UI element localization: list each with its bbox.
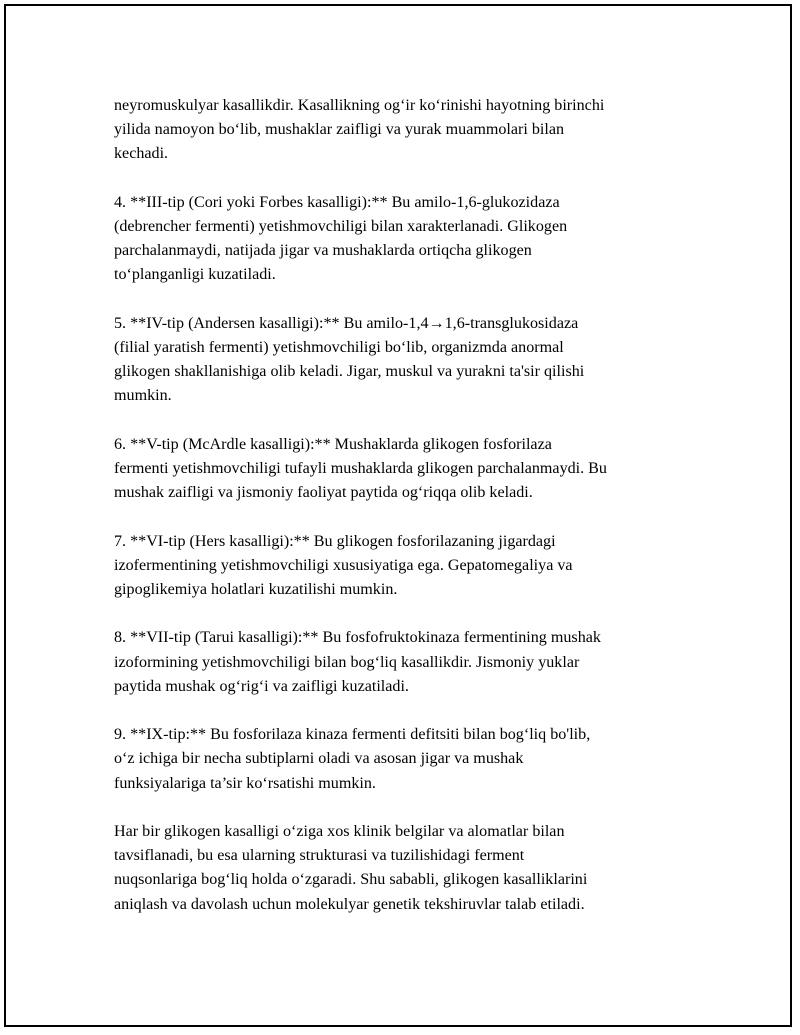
- text-line: 7. **VI-tip (Hers kasalligi):** Bu glikogen fosforilazaning jigardagi: [114, 532, 556, 550]
- text-line: 4. **III-tip (Cori yoki Forbes kasalligi):** Bu amilo-1,6-glukozidaza: [114, 193, 560, 211]
- paragraph-conclusion: [114, 820, 714, 917]
- text-line: o‘z ichiga bir necha subtiplarni oladi va asosan jigar va mushak: [114, 750, 524, 768]
- text-line: parchalanmaydi, natijada jigar va mushaklarda ortiqcha glikogen: [114, 242, 532, 260]
- text-line: kechadi.: [114, 145, 169, 163]
- text-line: (filial yaratish fermenti) yetishmovchiligi bo‘lib, organizmda anormal: [114, 339, 564, 356]
- text-line: Har bir glikogen kasalligi o‘ziga xos klinik belgilar va alomatlar bilan: [114, 822, 565, 840]
- paragraph-intro-continuation: [114, 94, 714, 167]
- paragraph-type-9: [114, 723, 714, 796]
- text-line: mumkin.: [114, 387, 172, 405]
- text-line: glikogen shakllanishiga olib keladi. Jigar, muskul va yurakni ta'sir qilishi: [114, 363, 585, 381]
- text-line: gipoglikemiya holatlari kuzatilishi mumkin.: [114, 581, 398, 598]
- text-line: 6. **V-tip (McArdle kasalligi):** Mushaklarda glikogen fosforilaza: [114, 435, 552, 453]
- paragraph-type-3: [114, 191, 714, 288]
- text-line: yilida namoyon bo‘lib, mushaklar zaifligi va yurak muammolari bilan: [114, 121, 565, 139]
- text-line: 9. **IX-tip:** Bu fosforilaza kinaza fermenti defitsiti bilan bog‘liq bo'lib,: [114, 726, 591, 744]
- paragraph-type-4: [114, 312, 714, 409]
- text-line: aniqlash va davolash uchun molekulyar genetik tekshiruvlar talab etiladi.: [114, 895, 585, 913]
- text-line: izoformining yetishmovchiligi bilan bog‘liq kasallikdir. Jismoniy yuklar: [114, 653, 580, 671]
- paragraph-type-7: [114, 626, 714, 699]
- text-line: mushak zaifligi va jismoniy faoliyat paytida og‘riqqa olib keladi.: [114, 484, 533, 502]
- text-line: tavsiflanadi, bu esa ularning strukturasi va tuzilishidagi ferment: [114, 847, 525, 865]
- text-line: 5. **IV-tip (Andersen kasalligi):** Bu amilo-1,4→1,6-transglukosidaza: [114, 314, 579, 332]
- text-line: nuqsonlariga bog‘liq holda o‘zgaradi. Shu sababli, glikogen kasalliklarini: [114, 871, 588, 889]
- text-line: funksiyalariga ta’sir ko‘rsatishi mumkin.: [114, 774, 376, 792]
- text-line: paytida mushak og‘rig‘i va zaifligi kuzatiladi.: [114, 677, 409, 695]
- paragraph-type-6: [114, 530, 714, 603]
- text-line: (debrencher fermenti) yetishmovchiligi bilan xarakterlanadi. Glikogen: [114, 218, 568, 235]
- text-line: fermenti yetishmovchiligi tufayli mushaklarda glikogen parchalanmaydi. Bu: [114, 460, 607, 477]
- paragraph-type-5: [114, 433, 714, 506]
- document-body: [114, 94, 714, 941]
- text-line: izofermentining yetishmovchiligi xususiyatiga ega. Gepatomegaliya va: [114, 556, 573, 574]
- text-line: to‘planganligi kuzatiladi.: [114, 266, 276, 284]
- text-line: neyromuskulyar kasallikdir. Kasallikning og‘ir ko‘rinishi hayotning birinchi: [114, 97, 605, 114]
- text-line: 8. **VII-tip (Tarui kasalligi):** Bu fosfofruktokinaza fermentining mushak: [114, 629, 601, 647]
